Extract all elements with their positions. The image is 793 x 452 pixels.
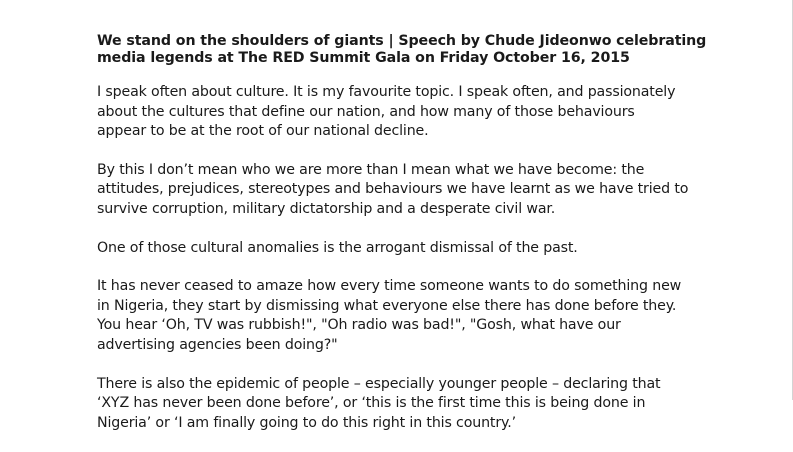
paragraph (97, 161, 737, 220)
text-line: about the cultures that define our nation, and how many of those behaviours (97, 103, 635, 120)
text-line: ‘XYZ has never been done before’, or ‘this is the first time this is being done in (97, 395, 646, 412)
document-title (97, 33, 737, 67)
text-line: advertising agencies been doing?" (97, 336, 338, 353)
text-line: in Nigeria, they start by dismissing what everyone else there has done before they. (97, 297, 677, 314)
text-line: One of those cultural anomalies is the arrogant dismissal of the past. (97, 239, 578, 256)
text-line: There is also the epidemic of people – especially younger people – declaring that (97, 375, 661, 392)
document-body (97, 33, 737, 452)
paragraph (97, 277, 737, 355)
text-line: survive corruption, military dictatorship and a desperate civil war. (97, 200, 556, 217)
paragraph (97, 83, 737, 142)
text-line: It has never ceased to amaze how every time someone wants to do something new (97, 278, 682, 295)
title-line: media legends at The RED Summit Gala on Friday October 16, 2015 (97, 50, 630, 66)
paragraph (97, 239, 737, 259)
text-line: I speak often about culture. It is my favourite topic. I speak often, and passionately (97, 84, 676, 100)
paragraph (97, 375, 737, 434)
text-line: appear to be at the root of our national decline. (97, 123, 429, 140)
text-line: attitudes, prejudices, stereotypes and behaviours we have learnt as we have tried to (97, 181, 689, 198)
text-line: You hear ‘Oh, TV was rubbish!", "Oh radio was bad!", "Gosh, what have our (97, 317, 621, 334)
title-line: We stand on the shoulders of giants | Speech by Chude Jideonwo celebrating (97, 33, 707, 49)
text-line: By this I don’t mean who we are more than I mean what we have become: the (97, 161, 645, 178)
text-line: Nigeria’ or ‘I am finally going to do this right in this country.’ (97, 414, 516, 431)
